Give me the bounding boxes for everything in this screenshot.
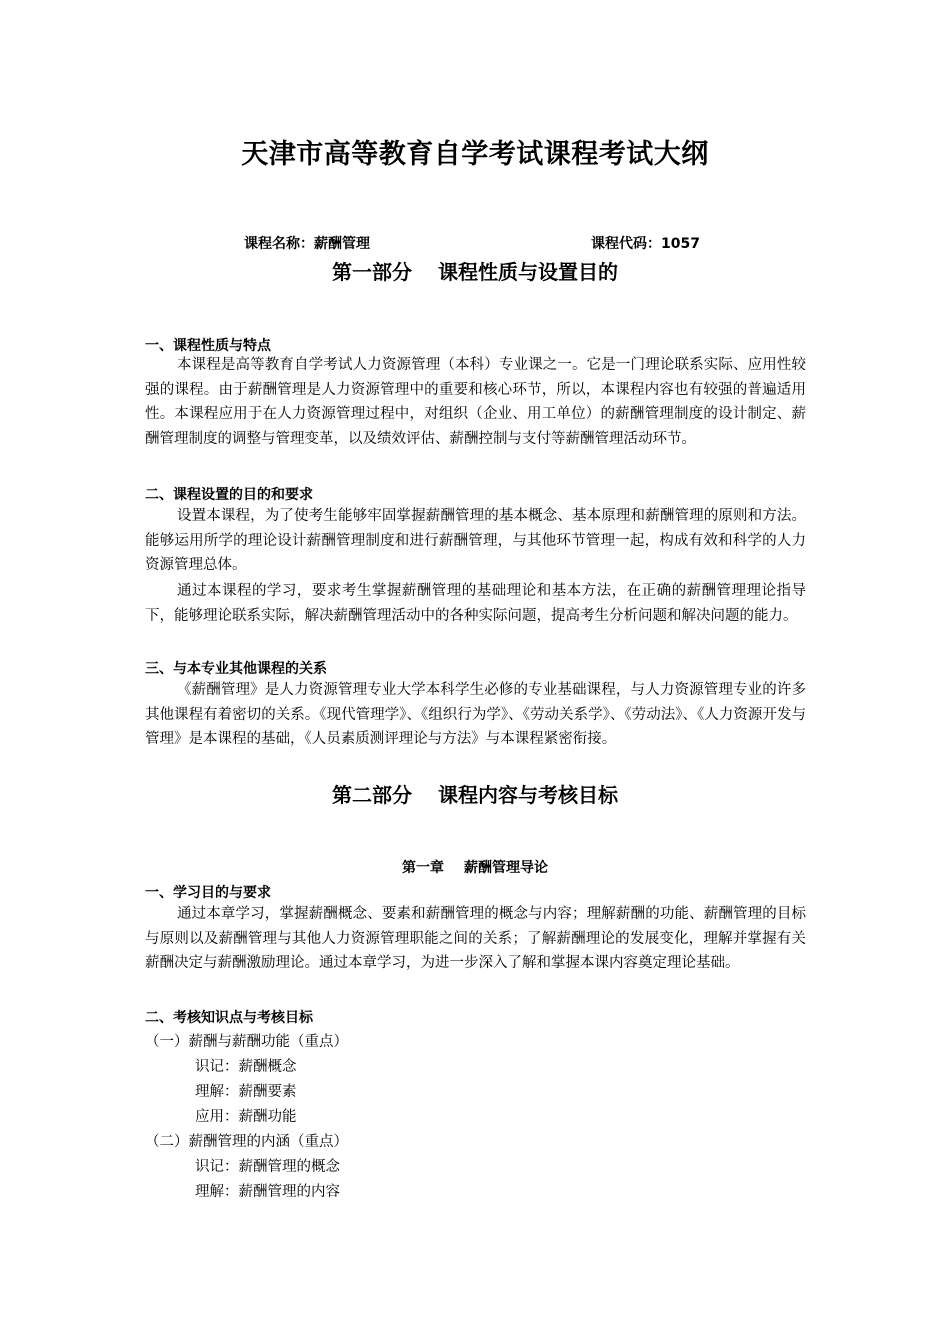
part1-heading [0, 256, 950, 285]
chapter-heading [0, 857, 950, 877]
chapter-label: 第一章 [402, 860, 444, 876]
knowledge-item: 识记：薪酬概念 [195, 1059, 297, 1075]
knowledge-item: 识记：薪酬管理的概念 [195, 1159, 340, 1175]
paragraph: 本课程是高等教育自学考试人力资源管理（本科）专业课之一。它是一门理论联系实际、应用性较强的课程。由于薪酬管理是人力资源管理中的重要和核心环节，所以，本课程内容也有较强的普遍适用性。本课程应用于在人力资源管理过程中，对组织（企业、用工单位）的薪酬管理制度的设计制定、薪酬管理制度的调整与管理变革，以及绩效评估、薪酬控制与支付等薪酬管理活动环节。 [145, 357, 806, 447]
paragraph: 通过本课程的学习，要求考生掌握薪酬管理的基础理论和基本方法，在正确的薪酬管理理论指导下，能够理论联系实际，解决薪酬管理活动中的各种实际问题，提高考生分析问题和解决问题的能力。 [145, 583, 806, 624]
part2-heading [0, 779, 950, 808]
document-title: 天津市高等教育自学考试课程考试大纲 [241, 139, 709, 170]
section-heading: 一、课程性质与特点 [145, 338, 271, 354]
subsection-title: （一）薪酬与薪酬功能（重点） [145, 1034, 348, 1050]
knowledge-item: 理解：薪酬要素 [195, 1084, 297, 1100]
part2-title: 课程内容与考核目标 [438, 783, 618, 807]
paragraph: 《薪酬管理》是人力资源管理专业大学本科学生必修的专业基础课程，与人力资源管理专业的许多其他课程有着密切的关系。《现代管理学》、《组织行为学》、《劳动关系学》、《劳动法》、《人力资源开发与管理》是本课程的基础，《人员素质测评理论与方法》与本课程紧密衔接。 [145, 682, 806, 747]
part1-label: 第一部分 [332, 260, 412, 284]
section-heading: 二、课程设置的目的和要求 [145, 487, 313, 503]
part2-label: 第二部分 [332, 783, 412, 807]
subsection-title: （二）薪酬管理的内涵（重点） [145, 1134, 348, 1150]
course-name: 课程名称：薪酬管理 [244, 236, 370, 252]
part1-title: 课程性质与设置目的 [438, 260, 618, 284]
section-heading: 一、学习目的与要求 [145, 885, 271, 901]
chapter-title: 薪酬管理导论 [464, 860, 548, 876]
knowledge-item: 应用：薪酬功能 [195, 1109, 297, 1125]
course-code: 课程代码：1057 [591, 236, 700, 252]
paragraph: 通过本章学习，掌握薪酬概念、要素和薪酬管理的概念与内容；理解薪酬的功能、薪酬管理的目标与原则以及薪酬管理与其他人力资源管理职能之间的关系；了解薪酬理论的发展变化，理解并掌握有关薪酬决定与薪酬激励理论。通过本章学习，为进一步深入了解和掌握本课内容奠定理论基础。 [145, 906, 806, 971]
section-heading: 三、与本专业其他课程的关系 [145, 661, 327, 677]
paragraph: 设置本课程，为了使考生能够牢固掌握薪酬管理的基本概念、基本原理和薪酬管理的原则和方法。能够运用所学的理论设计薪酬管理制度和进行薪酬管理，与其他环节管理一起，构成有效和科学的人力资源管理总体。 [145, 508, 806, 573]
section-heading: 二、考核知识点与考核目标 [145, 1010, 313, 1026]
knowledge-item: 理解：薪酬管理的内容 [195, 1184, 340, 1200]
